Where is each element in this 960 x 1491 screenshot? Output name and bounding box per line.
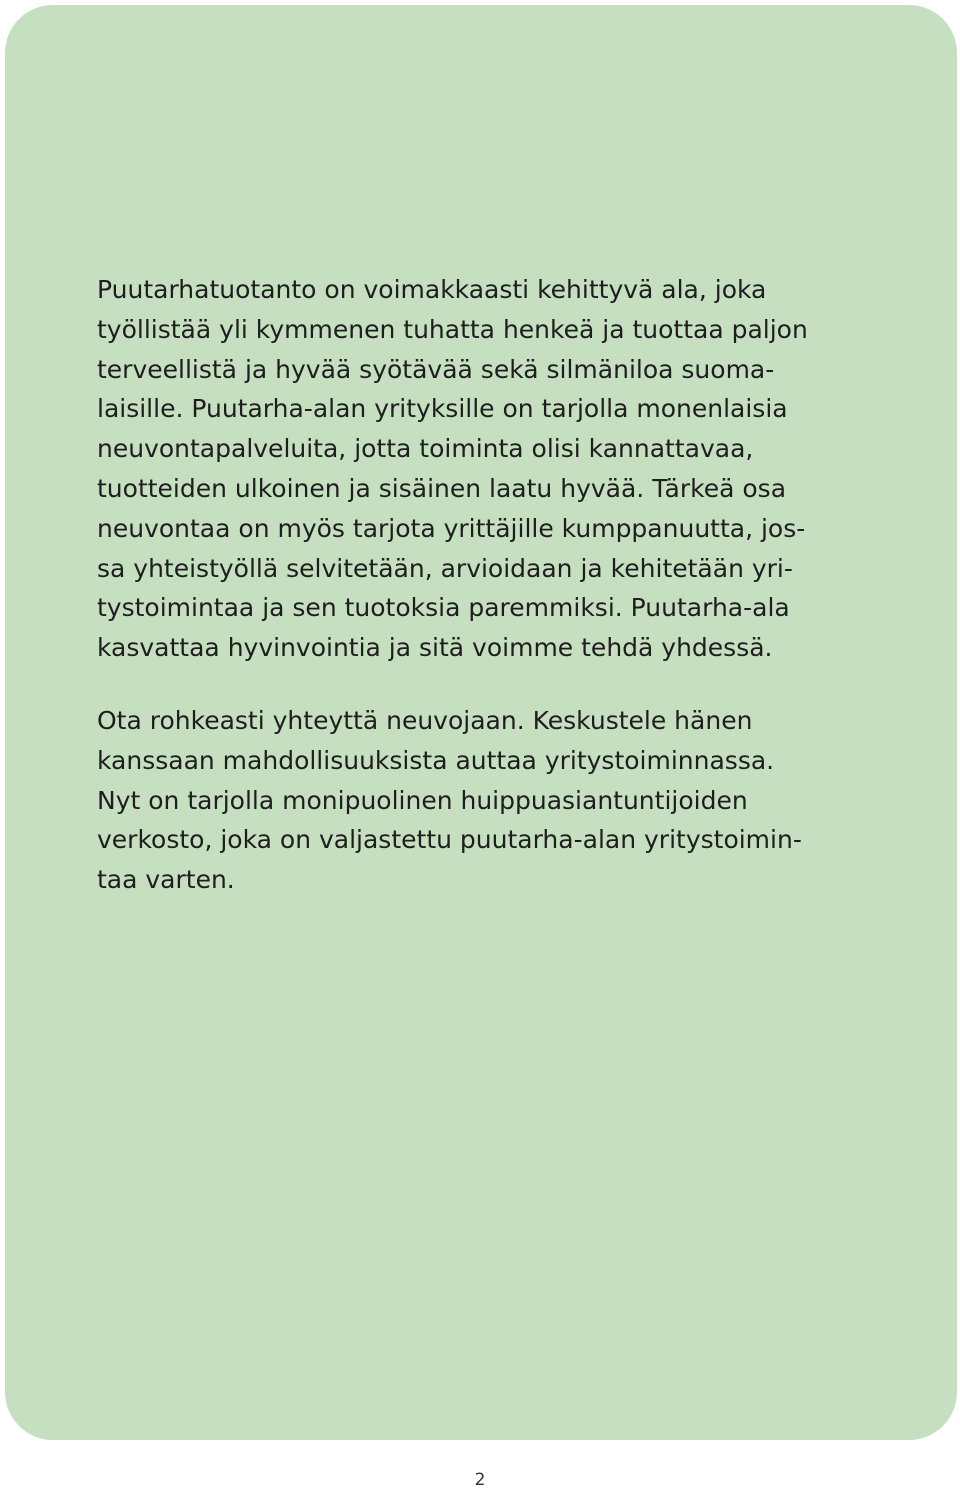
text-line: kasvattaa hyvinvointia ja sitä voimme tehdä yhdessä.	[97, 633, 773, 663]
text-line: verkosto, joka on valjastettu puutarha-alan yritystoimin-	[97, 825, 802, 855]
text-line: neuvontaa on myös tarjota yrittäjille kumppanuutta, jos-	[97, 513, 806, 543]
text-line: taa varten.	[97, 865, 235, 895]
text-line: Puutarhatuotanto on voimakkaasti kehittyvä ala, joka	[97, 275, 767, 304]
paragraph-contact	[97, 701, 917, 900]
page-number: 2	[474, 1470, 486, 1490]
text-line: laisille. Puutarha-alan yrityksille on tarjolla monenlaisia	[97, 394, 788, 424]
text-line: Ota rohkeasti yhteyttä neuvojaan. Keskustele hänen	[97, 705, 753, 735]
paragraph-intro	[97, 270, 917, 668]
text-line: terveellistä ja hyvää syötävää sekä silmäniloa suoma-	[97, 354, 775, 384]
text-line: työllistää yli kymmenen tuhatta henkeä ja tuottaa paljon	[97, 314, 808, 344]
text-line: neuvontapalveluita, jotta toiminta olisi kannattavaa,	[97, 434, 754, 464]
text-line: Nyt on tarjolla monipuolinen huippuasiantuntijoiden	[97, 785, 748, 815]
text-line: tuotteiden ulkoinen ja sisäinen laatu hyvää. Tärkeä osa	[97, 473, 787, 503]
text-line: sa yhteistyöllä selvitetään, arvioidaan ja kehitetään yri-	[97, 553, 793, 583]
text-line: tystoimintaa ja sen tuotoksia paremmiksi. Puutarha-ala	[97, 593, 790, 623]
content-panel	[5, 5, 957, 1440]
text-line: kanssaan mahdollisuuksista auttaa yritystoiminnassa.	[97, 745, 775, 775]
paragraph-spacer	[97, 668, 917, 701]
body-text	[97, 270, 917, 900]
